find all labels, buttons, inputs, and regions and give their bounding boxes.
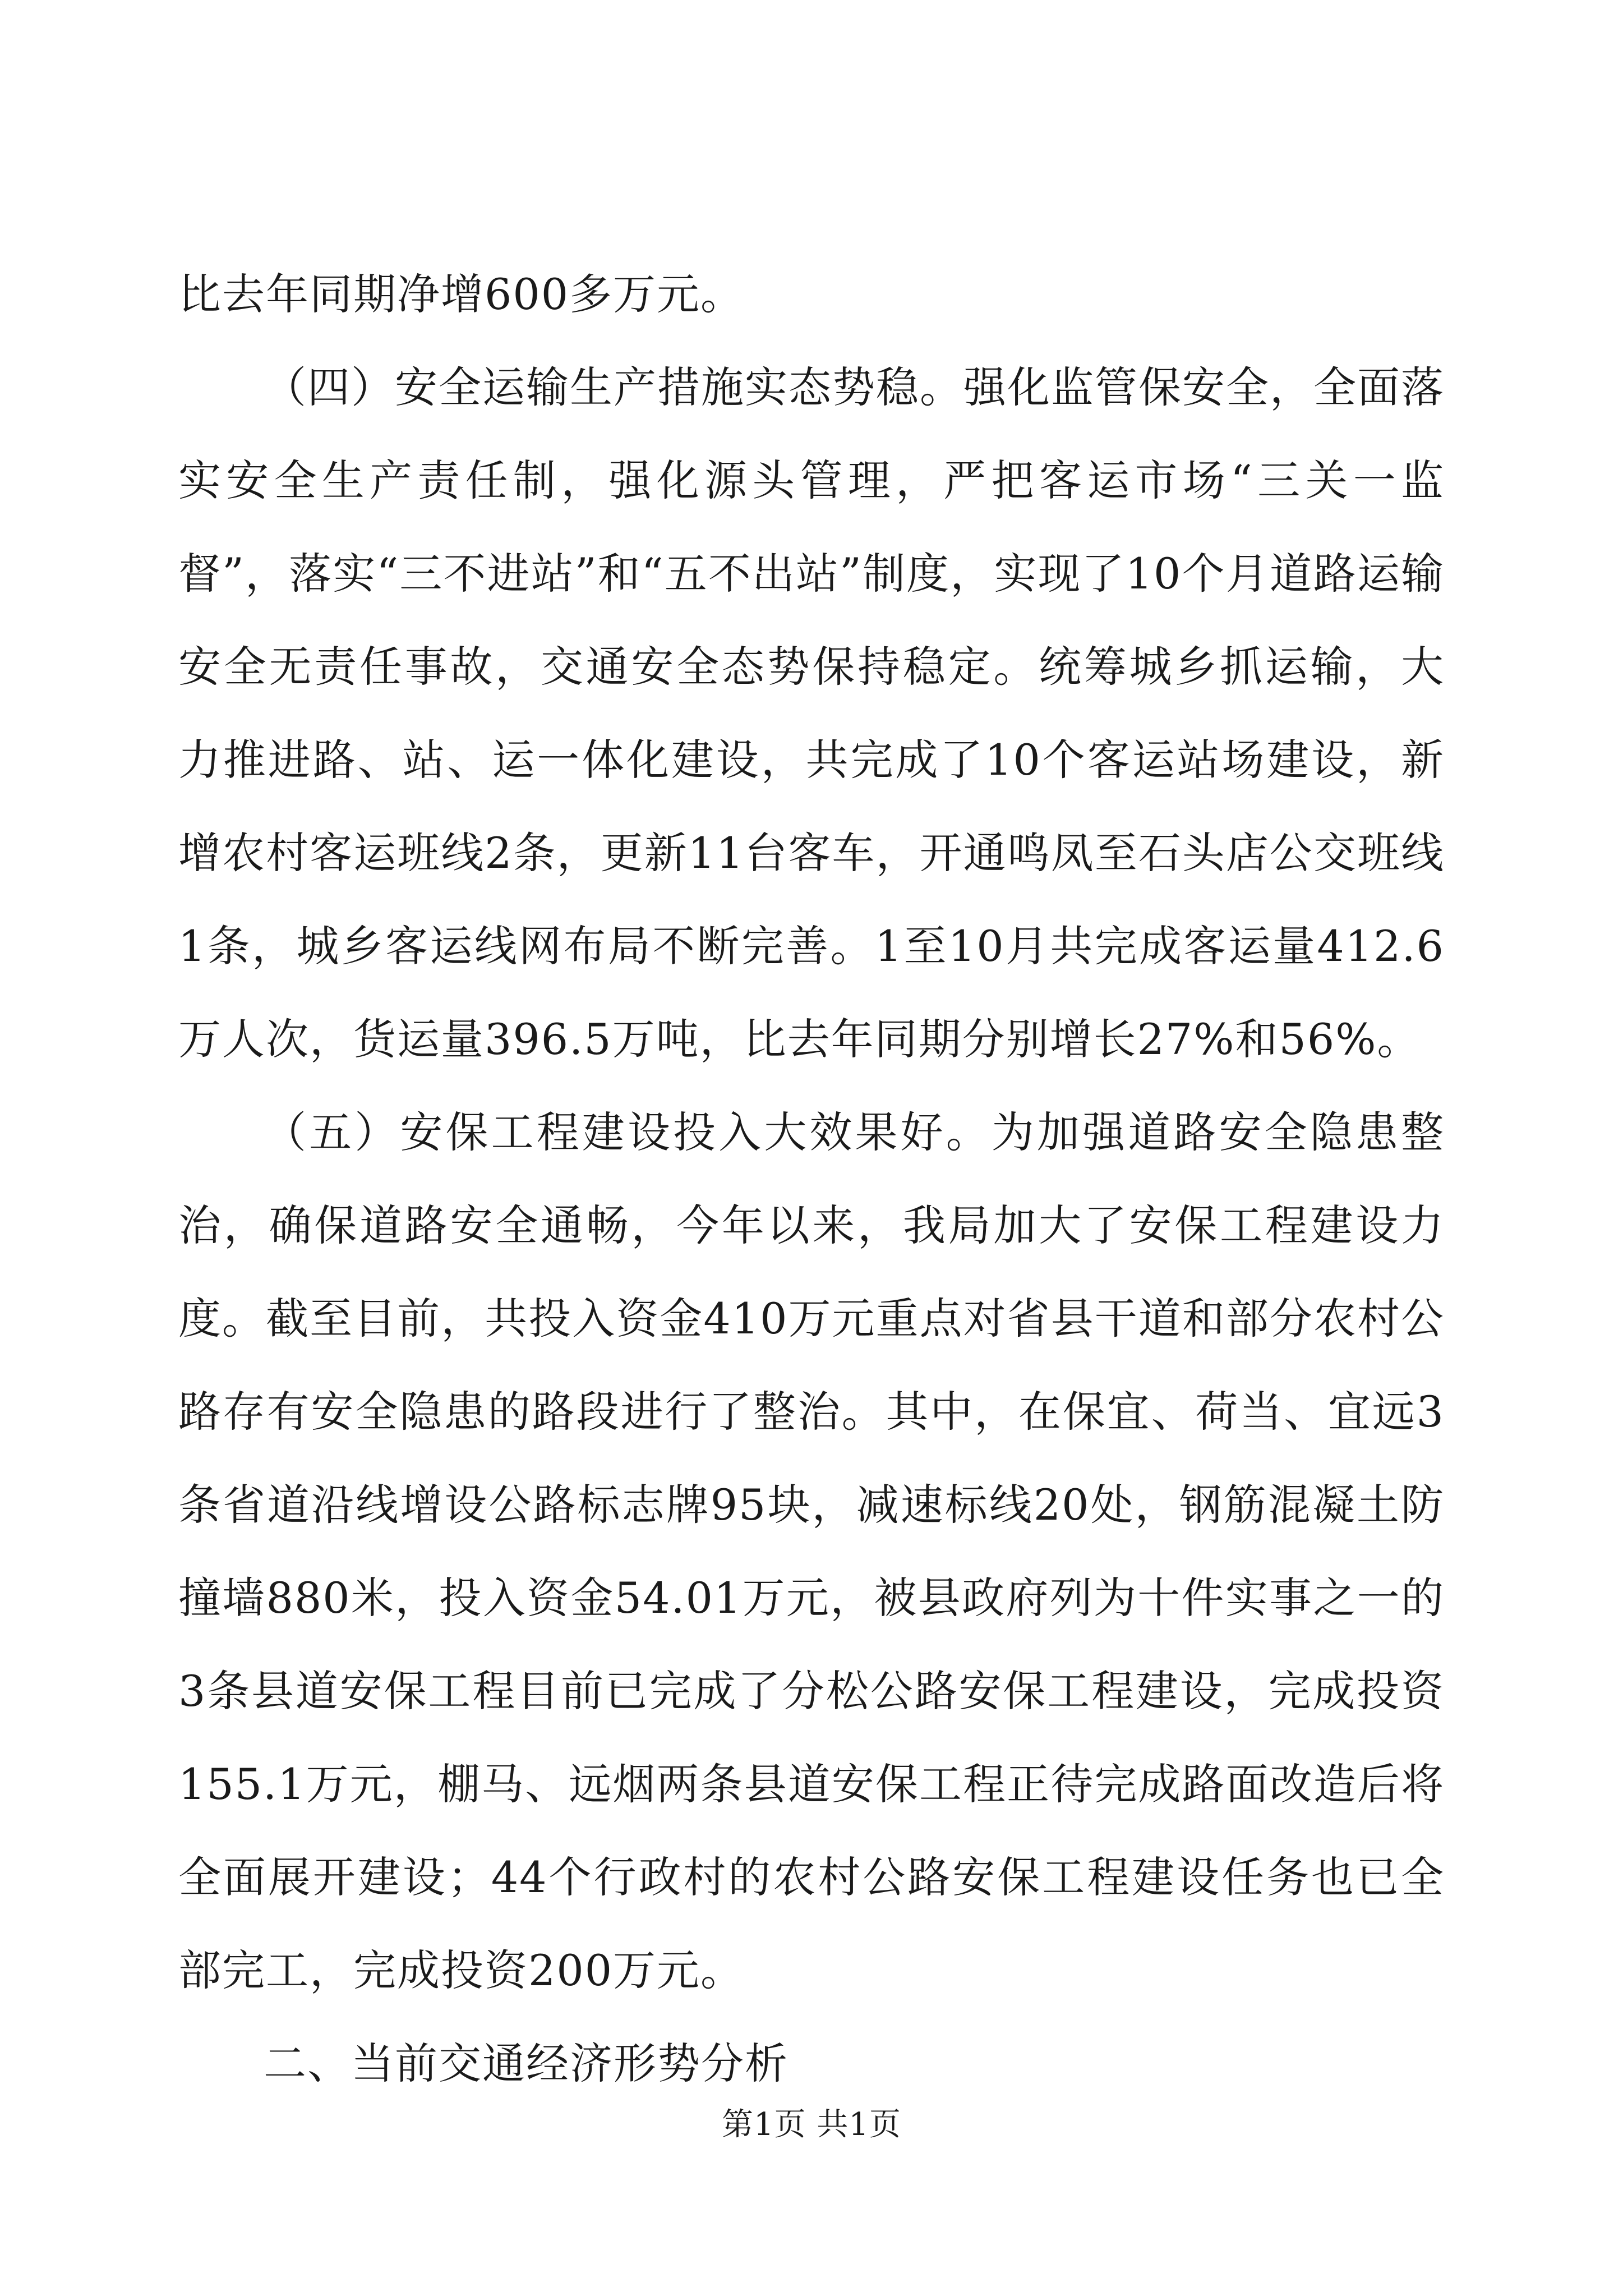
paragraph-section-four: （四）安全运输生产措施实态势稳。强化监管保安全，全面落实安全生产责任制，强化源头管理，严把客运市场“三关一监督”，落实“三不进站”和“五不出站”制度，实现了10个月道路运输安全无责任事故，交通安全态势保持稳定。统筹城乡抓运输，大力推进路、站、运一体化建设，共完成了10个客运站场建设，新增农村客运班线2条，更新11台客车，开通鸣凤至石头店公交班线1条，城乡客运线网布局不断完善。1至10月共完成客运量412.6万人次，货运量396.5万吨，比去年同期分别增长27%和56%。 [178, 362, 1445, 1064]
document-body [178, 248, 1445, 2110]
page-footer [0, 2102, 1623, 2147]
page-number-label: 第1页 共1页 [721, 2106, 902, 2143]
section-heading-two: 二、当前交通经济形势分析 [264, 2039, 789, 2088]
paragraph-section-five: （五）安保工程建设投入大效果好。为加强道路安全隐患整治，确保道路安全通畅，今年以来，我局加大了安保工程建设力度。截至目前，共投入资金410万元重点对省县干道和部分农村公路存有安全隐患的路段进行了整治。其中，在保宜、荷当、宜远3条省道沿线增设公路标志牌95块，减速标线20处，钢筋混凝土防撞墙880米，投入资金54.01万元，被县政府列为十件实事之一的3条县道安保工程目前已完成了分松公路安保工程建设，完成投资155.1万元，棚马、远烟两条县道安保工程正待完成路面改造后将全面展开建设；44个行政村的农村公路安保工程建设任务也已全部完工，完成投资200万元。 [178, 1107, 1445, 1995]
paragraph-continuation: 比去年同期净增600多万元。 [178, 269, 745, 319]
